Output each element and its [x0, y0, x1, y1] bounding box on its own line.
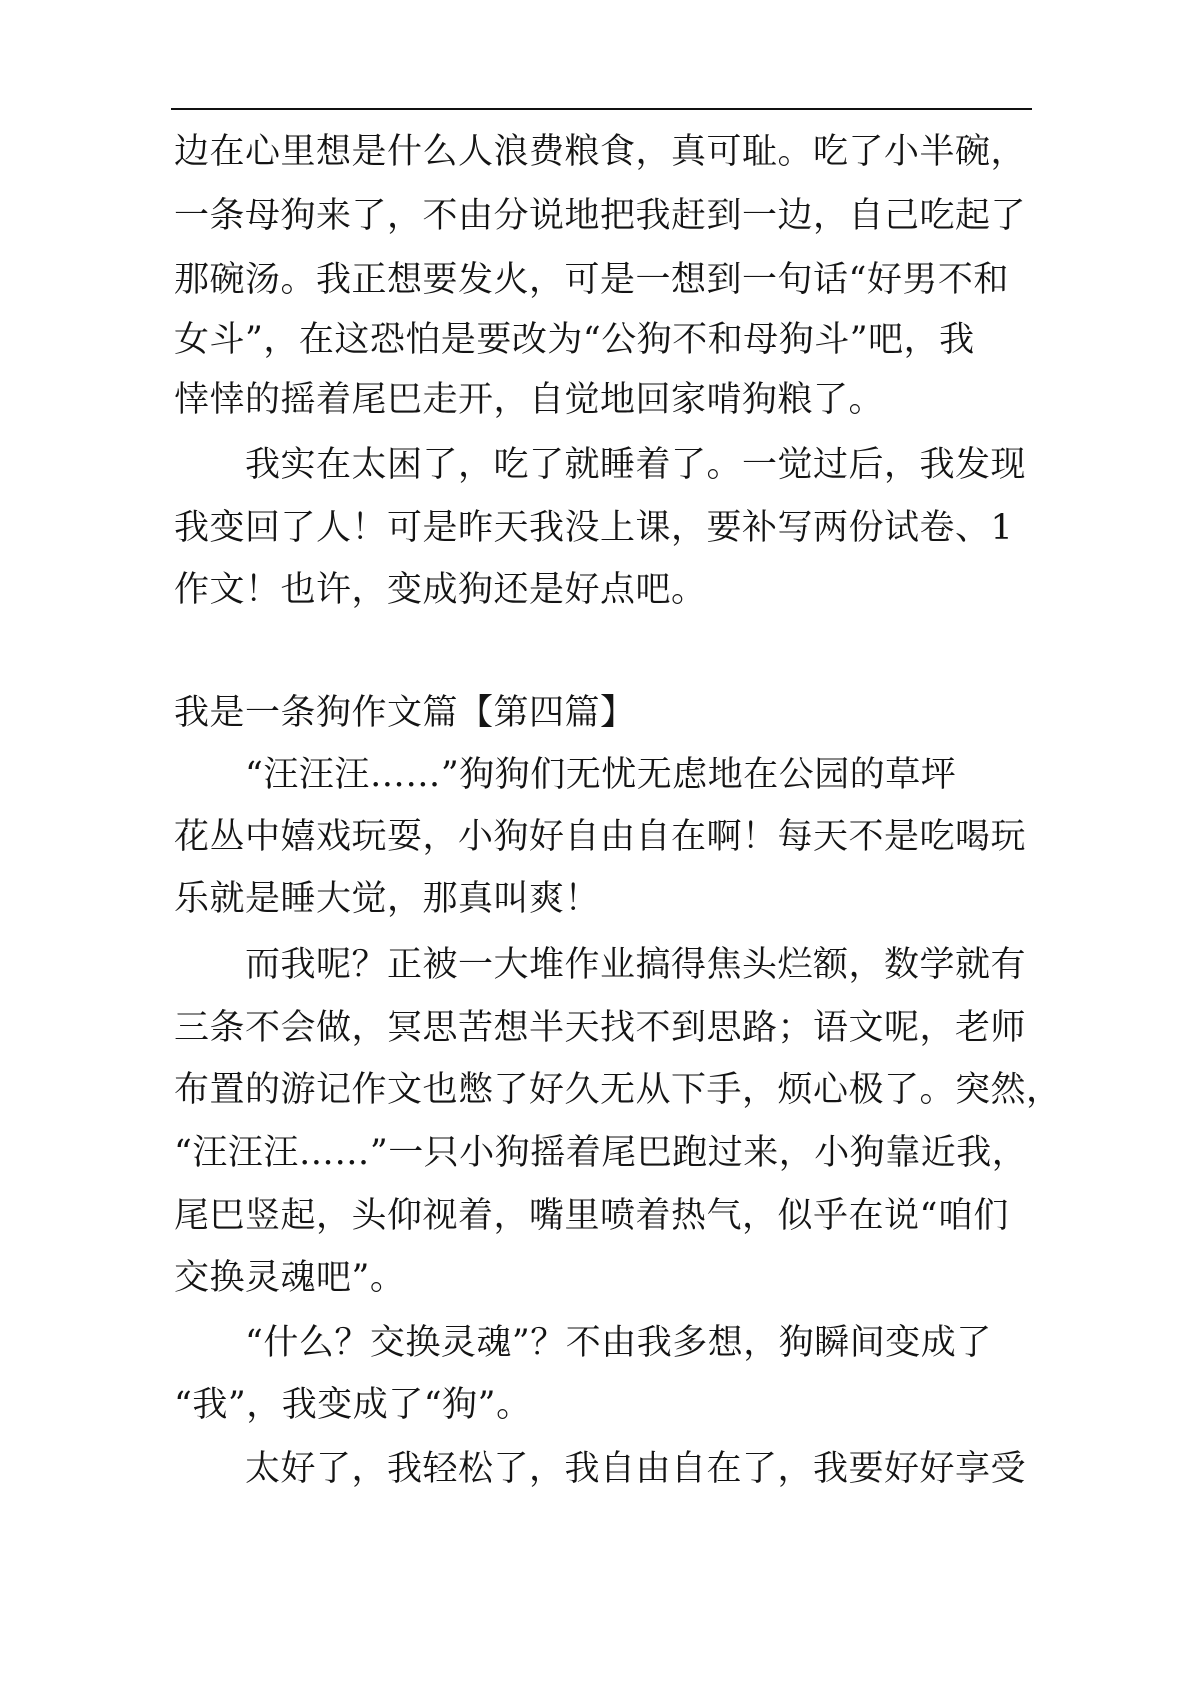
- text-line-20: “我”，我变成了“狗”。: [174, 1385, 532, 1425]
- text-line-13: 而我呢？正被一大堆作业搞得焦头烂额，数学就有: [174, 945, 1027, 985]
- text-line-8: 作文！也许，变成狗还是好点吧。: [174, 570, 707, 610]
- text-line-2: 一条母狗来了，不由分说地把我赶到一边，自己吃起了: [174, 196, 1027, 236]
- text-line-17: 尾巴竖起，头仰视着，嘴里喷着热气，似乎在说“咱们: [174, 1196, 1009, 1236]
- header-rule: [171, 108, 1032, 110]
- text-line-11: 花丛中嬉戏玩耍，小狗好自由自在啊！每天不是吃喝玩: [174, 817, 1027, 857]
- text-line-10: “汪汪汪……”狗狗们无忧无虑地在公园的草坪: [174, 755, 957, 795]
- text-line-6: 我实在太困了，吃了就睡着了。一觉过后，我发现: [174, 445, 1027, 485]
- text-line-14: 三条不会做，冥思苦想半天找不到思路；语文呢，老师: [174, 1008, 1027, 1048]
- text-line-12: 乐就是睡大觉，那真叫爽！: [174, 879, 601, 919]
- text-line-4: 女斗”，在这恐怕是要改为“公狗不和母狗斗”吧，我: [174, 320, 975, 360]
- text-line-15: 布置的游记作文也憋了好久无从下手，烦心极了。突然，: [174, 1070, 1062, 1110]
- text-line-16: “汪汪汪……”一只小狗摇着尾巴跑过来，小狗靠近我，: [174, 1133, 1028, 1173]
- text-line-7: 我变回了人！可是昨天我没上课，要补写两份试卷、1: [174, 508, 1014, 548]
- section-heading: 我是一条狗作文篇【第四篇】: [174, 693, 636, 733]
- text-line-19: “什么？交换灵魂”？不由我多想，狗瞬间变成了: [174, 1323, 992, 1363]
- text-line-18: 交换灵魂吧”。: [174, 1258, 406, 1298]
- text-line-5: 悻悻的摇着尾巴走开，自觉地回家啃狗粮了。: [174, 380, 885, 420]
- text-line-1: 边在心里想是什么人浪费粮食，真可耻。吃了小半碗，: [174, 132, 1027, 172]
- text-line-21: 太好了，我轻松了，我自由自在了，我要好好享受: [174, 1449, 1027, 1489]
- text-line-3: 那碗汤。我正想要发火，可是一想到一句话“好男不和: [174, 260, 1009, 300]
